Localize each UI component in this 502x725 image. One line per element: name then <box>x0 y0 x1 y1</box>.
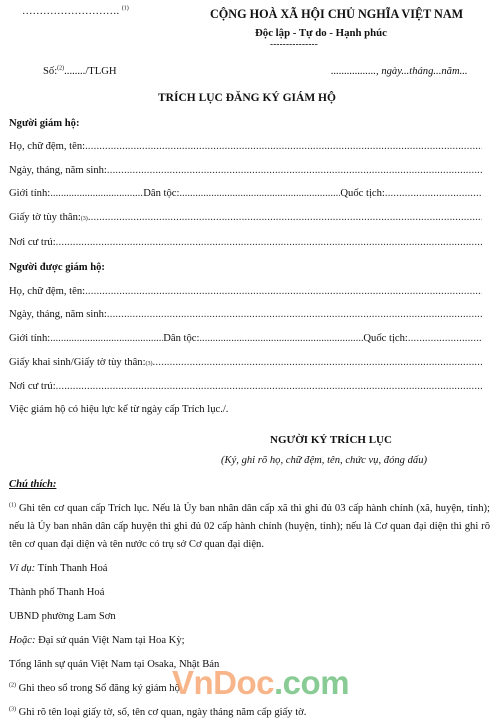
ward-id-label: Giấy khai sinh/Giấy tờ tùy thân: <box>9 357 146 368</box>
guardian-name-label: Họ, chữ đệm, tên: <box>9 141 86 152</box>
ward-id-row: Giấy khai sinh/Giấy tờ tùy thân: (3) ..... <box>9 357 482 368</box>
ward-id-field[interactable] <box>153 357 482 368</box>
example-line-1 <box>9 563 107 574</box>
guardian-gender-field[interactable] <box>50 188 143 199</box>
example-1: Tỉnh Thanh Hoá <box>35 563 108 574</box>
note-3-mark: (3) <box>9 706 16 713</box>
signer-instruction: (Ký, ghi rõ họ, chữ đệm, tên, chức vụ, đóng dấu) <box>221 455 428 466</box>
ward-name-row <box>9 286 482 297</box>
watermark-domain: .com <box>274 664 350 701</box>
validity-statement: Việc giám hộ có hiệu lực kể từ ngày cấp Trích lục./. <box>9 404 229 415</box>
ward-nationality-field[interactable] <box>408 333 482 344</box>
agency-note: (1) <box>121 5 129 12</box>
guardian-heading: Người giám hộ: <box>9 118 80 129</box>
guardian-residence-label: Nơi cư trú: <box>9 237 56 248</box>
guardian-gender-label: Giới tính: <box>9 188 51 199</box>
guardian-residence-field[interactable] <box>56 237 482 248</box>
example-2: Thành phố Thanh Hoá <box>9 587 105 598</box>
or-label: Hoặc: <box>9 635 36 646</box>
ward-dob-field[interactable] <box>107 309 482 320</box>
guardian-id-row: Giấy tờ tùy thân: (3) ..... <box>9 212 482 223</box>
guardian-name-field[interactable] <box>85 141 482 152</box>
number-prefix: Số: <box>43 66 58 77</box>
ward-residence-row <box>9 381 482 392</box>
guardian-ethnicity-label: Dân tộc: <box>143 188 180 199</box>
national-title: CỘNG HOÀ XÃ HỘI CHỦ NGHĨA VIỆT NAM <box>210 7 464 21</box>
guardian-nationality-label: Quốc tịch: <box>340 188 385 199</box>
guardian-residence-row <box>9 237 482 248</box>
guardian-nationality-field[interactable] <box>385 188 482 199</box>
ward-ethnicity-field[interactable] <box>199 333 363 344</box>
note-1-mark: (1) <box>9 502 16 509</box>
national-motto: Độc lập - Tự do - Hạnh phúc <box>255 27 387 39</box>
number-suffix: ......../TLGH <box>64 66 117 77</box>
ward-gender-row <box>9 333 482 344</box>
date-line: ................., ngày...tháng...năm... <box>331 66 468 77</box>
issuing-agency <box>22 6 129 17</box>
guardian-gender-row <box>9 188 482 199</box>
guardian-name-row <box>9 141 482 152</box>
ward-residence-label: Nơi cư trú: <box>9 381 56 392</box>
note-3-text: Ghi rõ tên loại giấy tờ, số, tên cơ quan, ngày tháng năm cấp giấy tờ. <box>16 707 307 718</box>
ward-gender-label: Giới tính: <box>9 333 51 344</box>
ward-ethnicity-label: Dân tộc: <box>163 333 200 344</box>
ward-name-field[interactable] <box>85 286 482 297</box>
ward-nationality-label: Quốc tịch: <box>363 333 408 344</box>
motto-rule: --------------- <box>270 39 318 49</box>
note-1-text: Ghi tên cơ quan cấp Trích lục. Nếu là Ủy ban nhân dân cấp xã thì ghi đủ 03 cấp hành chính (xã, huyện, tỉnh); nếu là Ủy ban nhân dân cấp huyện thì ghi đủ 02 cấp hành chính (huyện, tỉnh); nếu là Cơ quan đại diện thì ghi rõ tên cơ quan đại diện và tên nước có trụ sở Cơ quan đại diện. <box>9 503 490 551</box>
guardian-dob-row <box>9 165 482 176</box>
agency-dots: ………………………. <box>22 6 120 17</box>
guardian-id-field[interactable] <box>88 212 482 223</box>
example-label: Ví dụ: <box>9 563 36 574</box>
ward-name-label: Họ, chữ đệm, tên: <box>9 286 86 297</box>
watermark-brand: VnDoc <box>172 664 275 701</box>
guardian-ethnicity-field[interactable] <box>179 188 340 199</box>
note-2 <box>9 683 180 694</box>
note-2-mark: (2) <box>9 682 16 689</box>
ward-dob-row <box>9 309 482 320</box>
watermark <box>172 664 349 702</box>
signer-title: NGƯỜI KÝ TRÍCH LỤC <box>270 434 392 446</box>
guardian-dob-label: Ngày, tháng, năm sinh: <box>9 165 107 176</box>
example-3: UBND phường Lam Sơn <box>9 611 116 622</box>
document-title: TRÍCH LỤC ĐĂNG KÝ GIÁM HỘ <box>158 92 336 104</box>
ward-dob-label: Ngày, tháng, năm sinh: <box>9 309 107 320</box>
or-1: Đại sứ quán Việt Nam tại Hoa Kỳ; <box>35 635 185 646</box>
guardian-dob-field[interactable] <box>107 165 482 176</box>
or-line-1 <box>9 635 185 646</box>
or-2: Tổng lãnh sự quán Việt Nam tại Osaka, Nhật Bản <box>9 659 220 670</box>
ward-gender-field[interactable] <box>50 333 163 344</box>
note-2-text: Ghi theo sổ trong Sổ đăng ký giám hộ <box>16 683 180 694</box>
guardian-id-label: Giấy tờ tùy thân: <box>9 212 81 223</box>
note-3 <box>9 707 306 718</box>
ward-residence-field[interactable] <box>56 381 482 392</box>
notes-heading: Chú thích: <box>9 479 57 490</box>
ward-heading: Người được giám hộ: <box>9 262 105 273</box>
note-1 <box>9 500 490 555</box>
document-number <box>43 66 117 77</box>
number-note: (2) <box>57 65 65 72</box>
